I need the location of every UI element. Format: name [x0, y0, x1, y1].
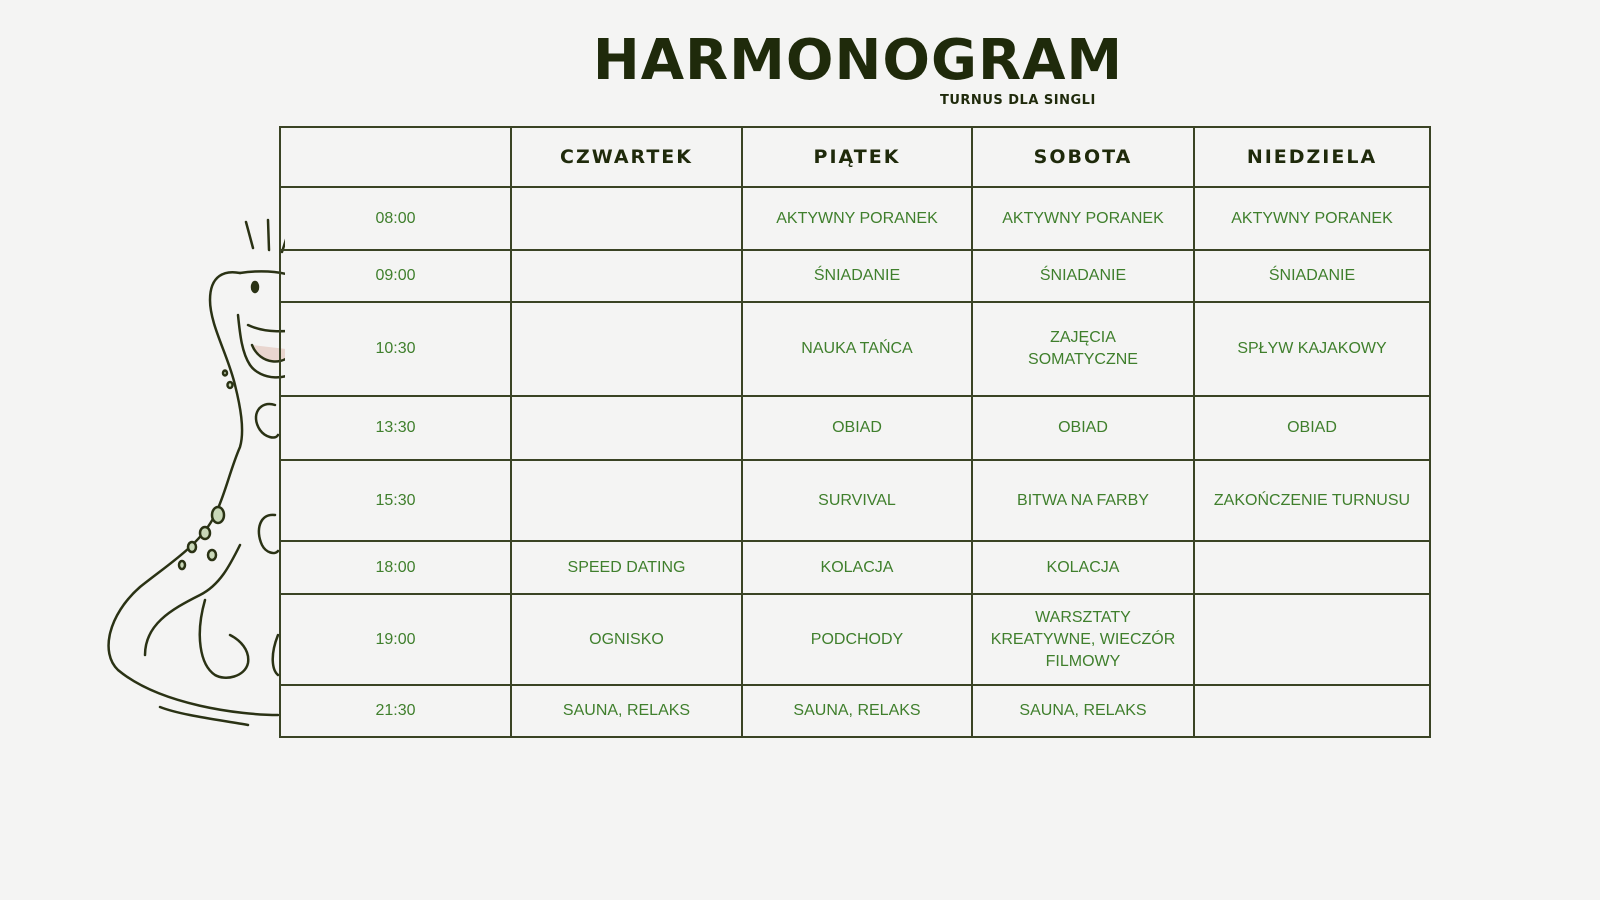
time-cell: 19:00: [280, 594, 511, 685]
activity-cell: PODCHODY: [742, 594, 972, 685]
table-row: [280, 541, 1430, 594]
activity-cell: [1194, 541, 1430, 594]
activity-cell: ŚNIADANIE: [972, 250, 1194, 302]
corner-cell: [280, 127, 511, 187]
activity-cell: [511, 250, 742, 302]
activity-cell: [1194, 594, 1430, 685]
time-cell: 10:30: [280, 302, 511, 396]
activity-cell: ŚNIADANIE: [742, 250, 972, 302]
activity-cell: AKTYWNY PORANEK: [972, 187, 1194, 250]
time-cell: 08:00: [280, 187, 511, 250]
table-row: [280, 594, 1430, 685]
day-header-sobota: SOBOTA: [972, 127, 1194, 187]
activity-cell: BITWA NA FARBY: [972, 460, 1194, 541]
activity-cell: AKTYWNY PORANEK: [1194, 187, 1430, 250]
activity-cell: WARSZTATY KREATYWNE, WIECZÓR FILMOWY: [972, 594, 1194, 685]
table-row: [280, 396, 1430, 460]
activity-cell: ZAKOŃCZENIE TURNUSU: [1194, 460, 1430, 541]
time-cell: 21:30: [280, 685, 511, 737]
activity-cell: SAUNA, RELAKS: [511, 685, 742, 737]
activity-cell: [511, 302, 742, 396]
activity-cell: SPŁYW KAJAKOWY: [1194, 302, 1430, 396]
activity-cell: [511, 460, 742, 541]
day-header-czwartek: CZWARTEK: [511, 127, 742, 187]
table-row: [280, 187, 1430, 250]
day-header-niedziela: NIEDZIELA: [1194, 127, 1430, 187]
activity-cell: KOLACJA: [972, 541, 1194, 594]
time-cell: 18:00: [280, 541, 511, 594]
time-cell: 09:00: [280, 250, 511, 302]
activity-cell: OGNISKO: [511, 594, 742, 685]
activity-cell: KOLACJA: [742, 541, 972, 594]
header-row: [280, 127, 1430, 187]
activity-cell: ZAJĘCIA SOMATYCZNE: [972, 302, 1194, 396]
activity-cell: SPEED DATING: [511, 541, 742, 594]
activity-cell: SAUNA, RELAKS: [742, 685, 972, 737]
activity-cell: ŚNIADANIE: [1194, 250, 1430, 302]
day-header-piatek: PIĄTEK: [742, 127, 972, 187]
activity-cell: OBIAD: [1194, 396, 1430, 460]
activity-cell: OBIAD: [742, 396, 972, 460]
time-cell: 15:30: [280, 460, 511, 541]
dinosaur-icon: [100, 215, 285, 735]
activity-cell: [511, 396, 742, 460]
page-subtitle: TURNUS DLA SINGLI: [940, 93, 1096, 108]
table-row: [280, 460, 1430, 541]
table-row: [280, 685, 1430, 737]
table-row: [280, 302, 1430, 396]
page-title: HARMONOGRAM: [592, 28, 1124, 93]
activity-cell: SAUNA, RELAKS: [972, 685, 1194, 737]
activity-cell: [511, 187, 742, 250]
activity-cell: SURVIVAL: [742, 460, 972, 541]
activity-cell: NAUKA TAŃCA: [742, 302, 972, 396]
table-row: [280, 250, 1430, 302]
activity-cell: OBIAD: [972, 396, 1194, 460]
time-cell: 13:30: [280, 396, 511, 460]
activity-cell: AKTYWNY PORANEK: [742, 187, 972, 250]
activity-cell: [1194, 685, 1430, 737]
schedule-table: [279, 126, 1431, 738]
